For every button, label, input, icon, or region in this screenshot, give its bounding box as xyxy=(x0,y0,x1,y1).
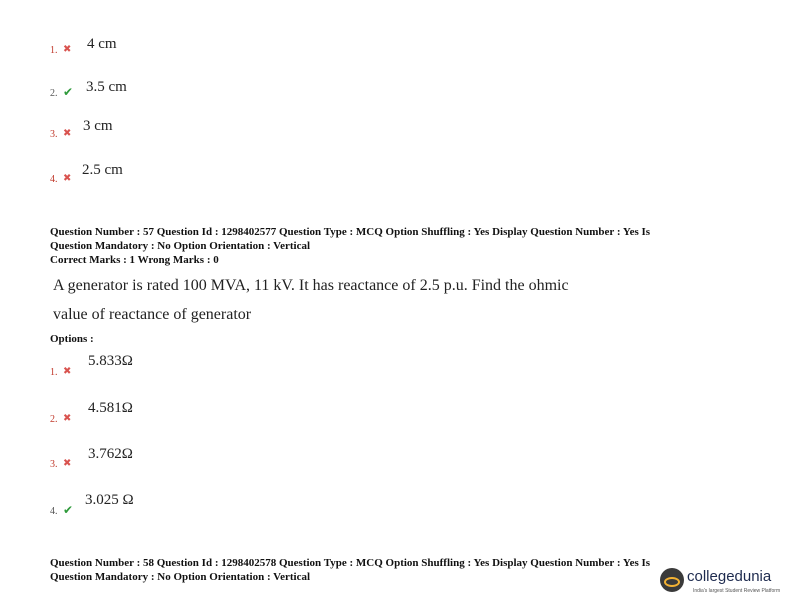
question-58-metadata xyxy=(50,556,720,584)
question-57-metadata xyxy=(50,225,720,267)
wrong-mark-icon: ✖ xyxy=(63,458,72,469)
option-number: 1. xyxy=(50,367,58,378)
option-number: 2. xyxy=(50,88,58,99)
collegedunia-logo xyxy=(660,566,788,606)
marks-line: Correct Marks : 1 Wrong Marks : 0 xyxy=(50,254,219,266)
option-text: 3 cm xyxy=(83,118,113,134)
logo-tagline: India's largest Student Review Platform xyxy=(693,588,781,594)
option-text: 5.833Ω xyxy=(88,353,133,369)
option-number: 3. xyxy=(50,129,58,140)
wrong-mark-icon: ✖ xyxy=(63,173,72,184)
meta-line-2: Question Mandatory : No Option Orientation : Vertical xyxy=(50,240,311,252)
meta-line-2: Question Mandatory : No Option Orientation : Vertical xyxy=(50,571,311,583)
options-label: Options : xyxy=(50,333,94,345)
wrong-mark-icon: ✖ xyxy=(63,413,72,424)
meta-line-1: Question Number : 57 Question Id : 1298402577 Question Type : MCQ Option Shuffling : Yes Display Question Number : Yes Is xyxy=(50,226,651,238)
logo-name: collegedunia xyxy=(687,568,772,585)
logo-glasses-icon xyxy=(660,568,684,592)
correct-check-icon: ✔ xyxy=(63,503,74,517)
option-number: 3. xyxy=(50,459,58,470)
option-number: 4. xyxy=(50,174,58,185)
wrong-mark-icon: ✖ xyxy=(63,128,72,139)
option-number: 1. xyxy=(50,45,58,56)
question-text-line-1: A generator is rated 100 MVA, 11 kV. It has reactance of 2.5 p.u. Find the ohmic xyxy=(53,277,569,294)
option-text: 4.581Ω xyxy=(88,400,133,416)
option-text: 3.025 Ω xyxy=(85,492,134,508)
option-number: 2. xyxy=(50,414,58,425)
option-text: 3.5 cm xyxy=(86,79,127,95)
option-text: 3.762Ω xyxy=(88,446,133,462)
wrong-mark-icon: ✖ xyxy=(63,366,72,377)
option-text: 2.5 cm xyxy=(82,162,123,178)
wrong-mark-icon: ✖ xyxy=(63,44,72,55)
question-text-line-2: value of reactance of generator xyxy=(53,306,252,323)
meta-line-1: Question Number : 58 Question Id : 1298402578 Question Type : MCQ Option Shuffling : Yes Display Question Number : Yes Is xyxy=(50,557,651,569)
option-number: 4. xyxy=(50,506,58,517)
option-text: 4 cm xyxy=(87,36,117,52)
correct-check-icon: ✔ xyxy=(63,85,74,99)
question-57-text xyxy=(53,271,653,329)
